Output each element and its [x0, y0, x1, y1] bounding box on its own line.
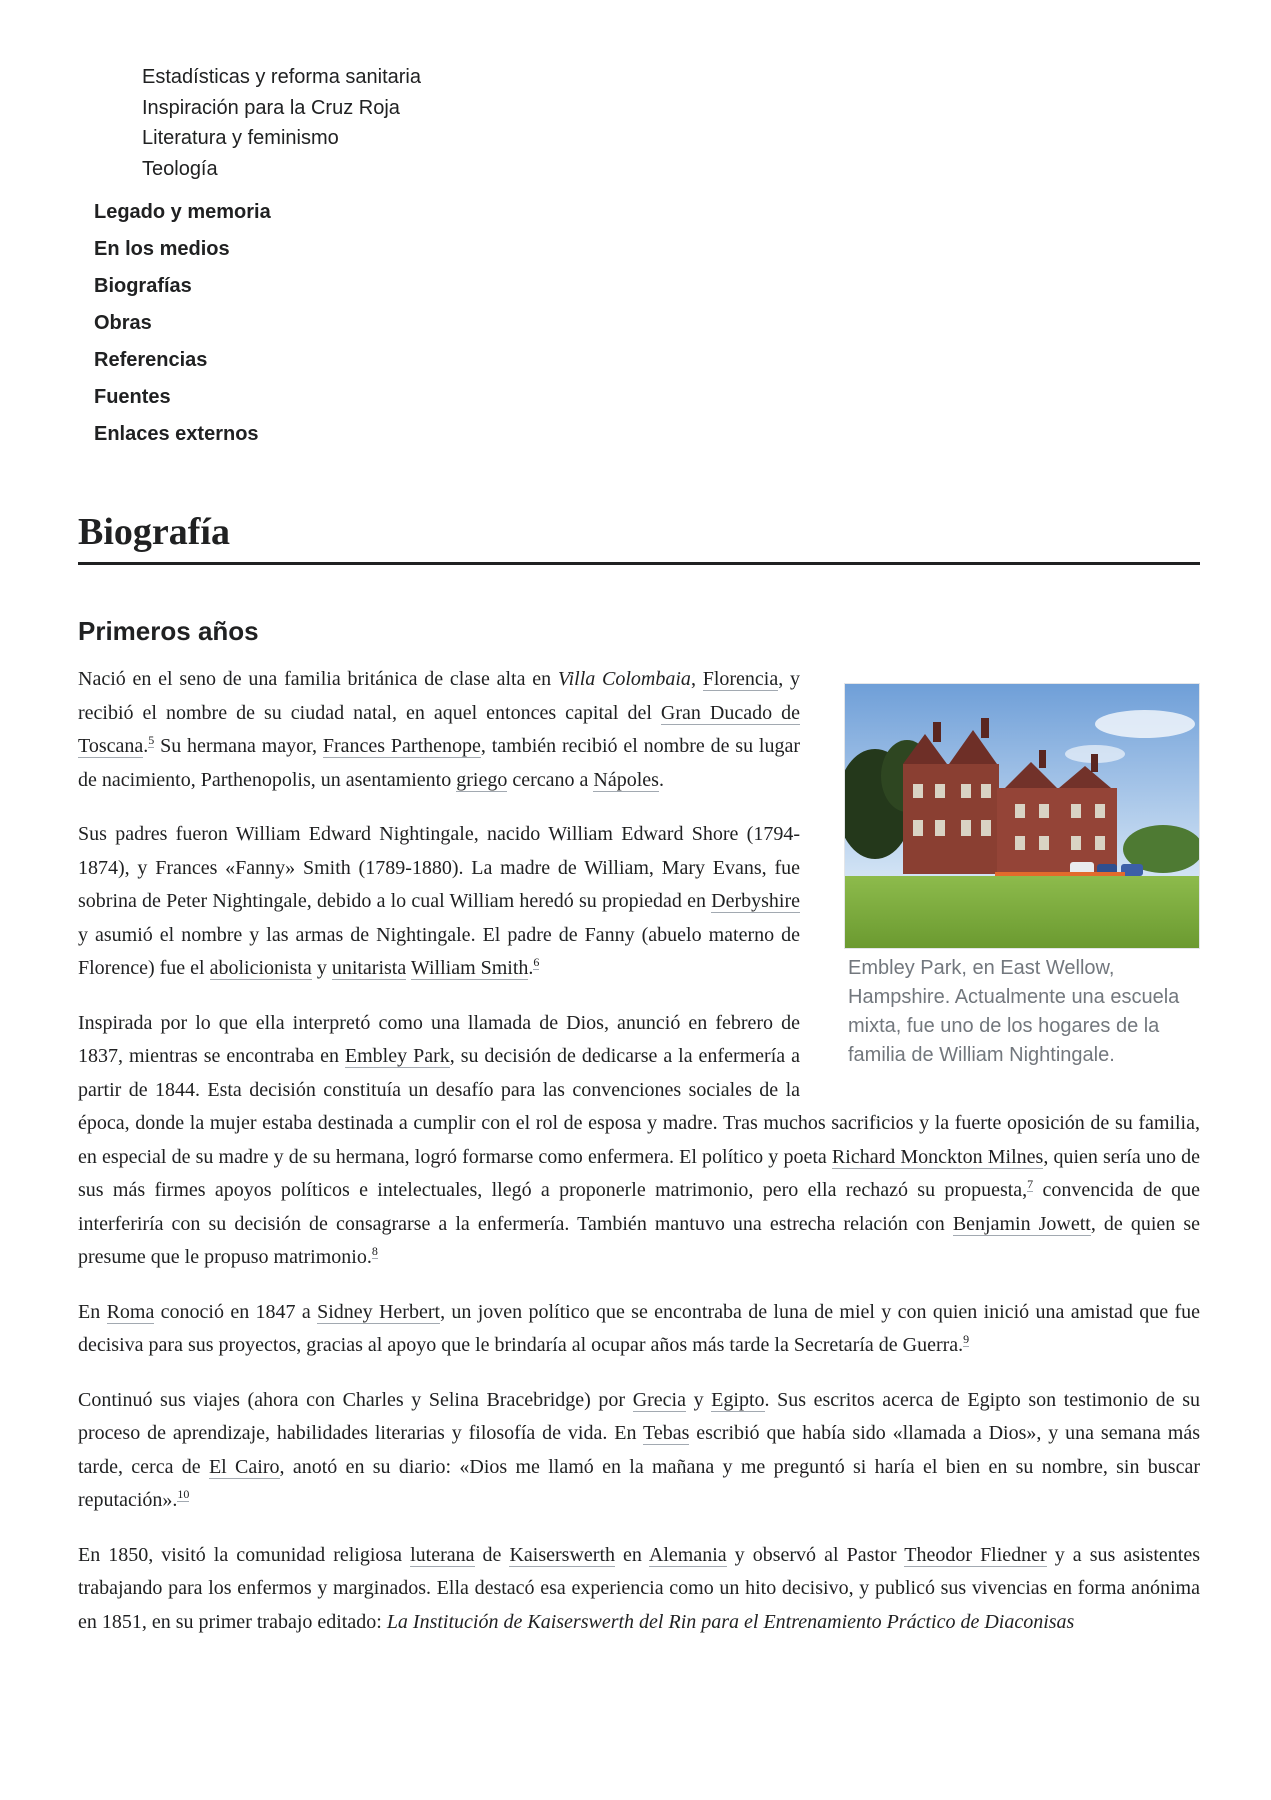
lawn	[845, 876, 1199, 948]
cloud	[1095, 710, 1195, 738]
chimney	[933, 722, 941, 742]
link-tebas[interactable]: Tebas	[643, 1422, 690, 1444]
embley-park-photo[interactable]	[844, 683, 1200, 949]
toc-item[interactable]: Biografías	[94, 275, 192, 297]
paragraph-3: Inspirada por lo que ella interpretó como una llamada de Dios, anunció en febrero de 1837, mientras se encontraba en Embley Park, su decisión de dedicarse a la enfermería a partir de 1844. Esta decisión constituía un desafío para las convenciones sociales de la época, donde la mujer estaba destinada a cumplir con el rol de esposa y madre. Tras muchos sacrificios y la fuerte oposición de su familia, en especial de su madre y de su hermana, logró formarse como enfermera. El político y poeta Richard Monckton Milnes, quien sería uno de sus más firmes apoyos políticos e intelectuales, llegó a proponerle matrimonio, pero ella rechazó su propuesta,$^7$ convencida de que interferiría con su decisión de consagrarse a la enfermería. También mantuvo una estrecha relación con Benjamin Jowett, de quien se presume que le propuso matrimonio.$^8$	[78, 1011, 1200, 1268]
link-griego[interactable]: griego	[456, 768, 508, 791]
toc-item[interactable]: Obras	[94, 312, 152, 334]
link-roma[interactable]: Roma	[106, 1300, 155, 1323]
link-embley-park[interactable]: Embley Park	[344, 1045, 450, 1067]
citation-8[interactable]: 8	[371, 1244, 378, 1259]
paragraph-1: Nació en el seno de una familia británica de clase alta en Villa Colombaia, Florencia, y recibió el nombre de su ciudad natal, en aquel entonces capital del Gran Ducado de Toscana.$^5$ Su hermana mayor, Frances Parthenope, también recibió el nombre de su lugar de nacimiento, Parthenopolis, un asentamiento griego cercano a Nápoles.	[78, 668, 801, 791]
subsection-heading-primeros-anos: Primeros años	[78, 616, 259, 646]
citation-9[interactable]: 9	[963, 1332, 970, 1347]
toc-item[interactable]: Fuentes	[94, 386, 171, 408]
toc-item[interactable]: Legado y memoria	[94, 201, 271, 223]
paragraph-5: Continuó sus viajes (ahora con Charles y Selina Bracebridge) por Grecia y Egipto. Sus escritos acerca de Egipto son testimonio de su proceso de aprendizaje, habilidades literarias y filosofía de vida. En Tebas escribió que había sido «llamada a Dios», y una semana más tarde, cerca de El Cairo, anotó en su diario: «Dios me llamó en la mañana y me preguntó si haría el bien en su nombre, sin buscar reputación».$^{10}$	[78, 1388, 1201, 1511]
link-egipto[interactable]: Egipto	[711, 1388, 765, 1411]
link-abolicionista[interactable]: abolicionista	[209, 957, 312, 979]
link-benjamin-jowett[interactable]: Benjamin Jowett	[952, 1212, 1091, 1235]
toc-subitem[interactable]: Teología	[142, 157, 218, 180]
link-el-cairo[interactable]: El Cairo	[208, 1455, 280, 1478]
link-luterana[interactable]: luterana	[410, 1543, 475, 1566]
link-florencia[interactable]: Florencia	[702, 668, 779, 690]
toc-subitem[interactable]: Inspiración para la Cruz Roja	[142, 96, 400, 119]
toc-item[interactable]: Enlaces externos	[94, 423, 259, 445]
citation-5[interactable]: 5	[148, 733, 155, 748]
chimney	[981, 718, 989, 738]
paragraph-4: En Roma conoció en 1847 a Sidney Herbert, un joven político que se encontraba de luna de miel y con quien inició una amistad que fue decisiva para sus proyectos, gracias al apoyo que le brindaría al ocupar años más tarde la Secretaría de Guerra.$^9$	[78, 1300, 1200, 1356]
citation-6[interactable]: 6	[533, 955, 540, 970]
figure-caption: Embley Park, en East Wellow, Hampshire. Actualmente una escuela mixta, fue uno de los hogares de la familia de William Nightingale.	[848, 957, 1180, 1066]
link-grecia[interactable]: Grecia	[632, 1388, 686, 1411]
work-title: La Institución de Kaiserswerth del Rin para el Entrenamiento Práctico de Diaconisas	[386, 1610, 1075, 1633]
toc-section-list	[94, 194, 271, 453]
fence	[995, 872, 1125, 876]
chimney	[1091, 754, 1098, 772]
thumbnail-figure	[844, 683, 1200, 1070]
link-theodor-fliedner[interactable]: Theodor Fliedner	[904, 1543, 1047, 1566]
chimney	[1039, 750, 1046, 768]
link-unitarista[interactable]: unitarista	[331, 957, 407, 979]
toc-subitem[interactable]: Literatura y feminismo	[142, 127, 339, 149]
paragraph-2: Sus padres fueron William Edward Nightingale, nacido William Edward Shore (1794-1874), y Frances «Fanny» Smith (1789-1880). La madre de William, Mary Evans, fue sobrina de Peter Nightingale, debido a lo cual William heredó su propiedad en Derbyshire y asumió el nombre y las armas de Nightingale. El padre de Fanny (abuelo materno de Florence) fue el abolicionista y unitarista William Smith.$^6$	[78, 823, 800, 979]
link-napoles[interactable]: Nápoles	[593, 768, 659, 791]
link-derbyshire[interactable]: Derbyshire	[711, 890, 800, 912]
toc-item[interactable]: Referencias	[94, 349, 208, 371]
article-body	[78, 663, 1200, 1660]
paragraph-6: En 1850, visitó la comunidad religiosa luterana de Kaiserswerth en Alemania y observó al Pastor Theodor Fliedner y a sus asistentes trabajando para los enfermos y marginados. Ella destacó esa experiencia como un hito decisivo, y publicó sus vivencias en forma anónima en 1851, en su primer trabajo editado: La Institución de Kaiserswerth del Rin para el Entrenamiento Práctico de Diaconisas	[78, 1543, 1200, 1633]
link-william-smith[interactable]: William Smith	[410, 957, 529, 979]
link-gran-ducado-de-toscana[interactable]: Gran Ducado de Toscana	[78, 701, 800, 757]
toc-subitem[interactable]: Estadísticas y reforma sanitaria	[142, 66, 421, 88]
villa-colombaia: Villa Colombaia	[557, 668, 691, 690]
link-alemania[interactable]: Alemania	[648, 1543, 727, 1566]
link-sidney-herbert[interactable]: Sidney Herbert	[317, 1300, 441, 1323]
section-heading-biografia: Biografía	[78, 508, 1200, 565]
citation-7[interactable]: 7	[1027, 1177, 1034, 1192]
link-kaiserswerth[interactable]: Kaiserswerth	[509, 1543, 616, 1566]
manor-main	[997, 788, 1117, 874]
link-richard-monckton-milnes[interactable]: Richard Monckton Milnes	[831, 1145, 1044, 1168]
toc-subsection-list	[142, 62, 421, 184]
manor-wing	[903, 764, 999, 874]
citation-10[interactable]: 10	[177, 1487, 190, 1502]
toc-item[interactable]: En los medios	[94, 238, 230, 260]
link-frances-parthenope[interactable]: Frances Parthenope	[322, 735, 481, 757]
